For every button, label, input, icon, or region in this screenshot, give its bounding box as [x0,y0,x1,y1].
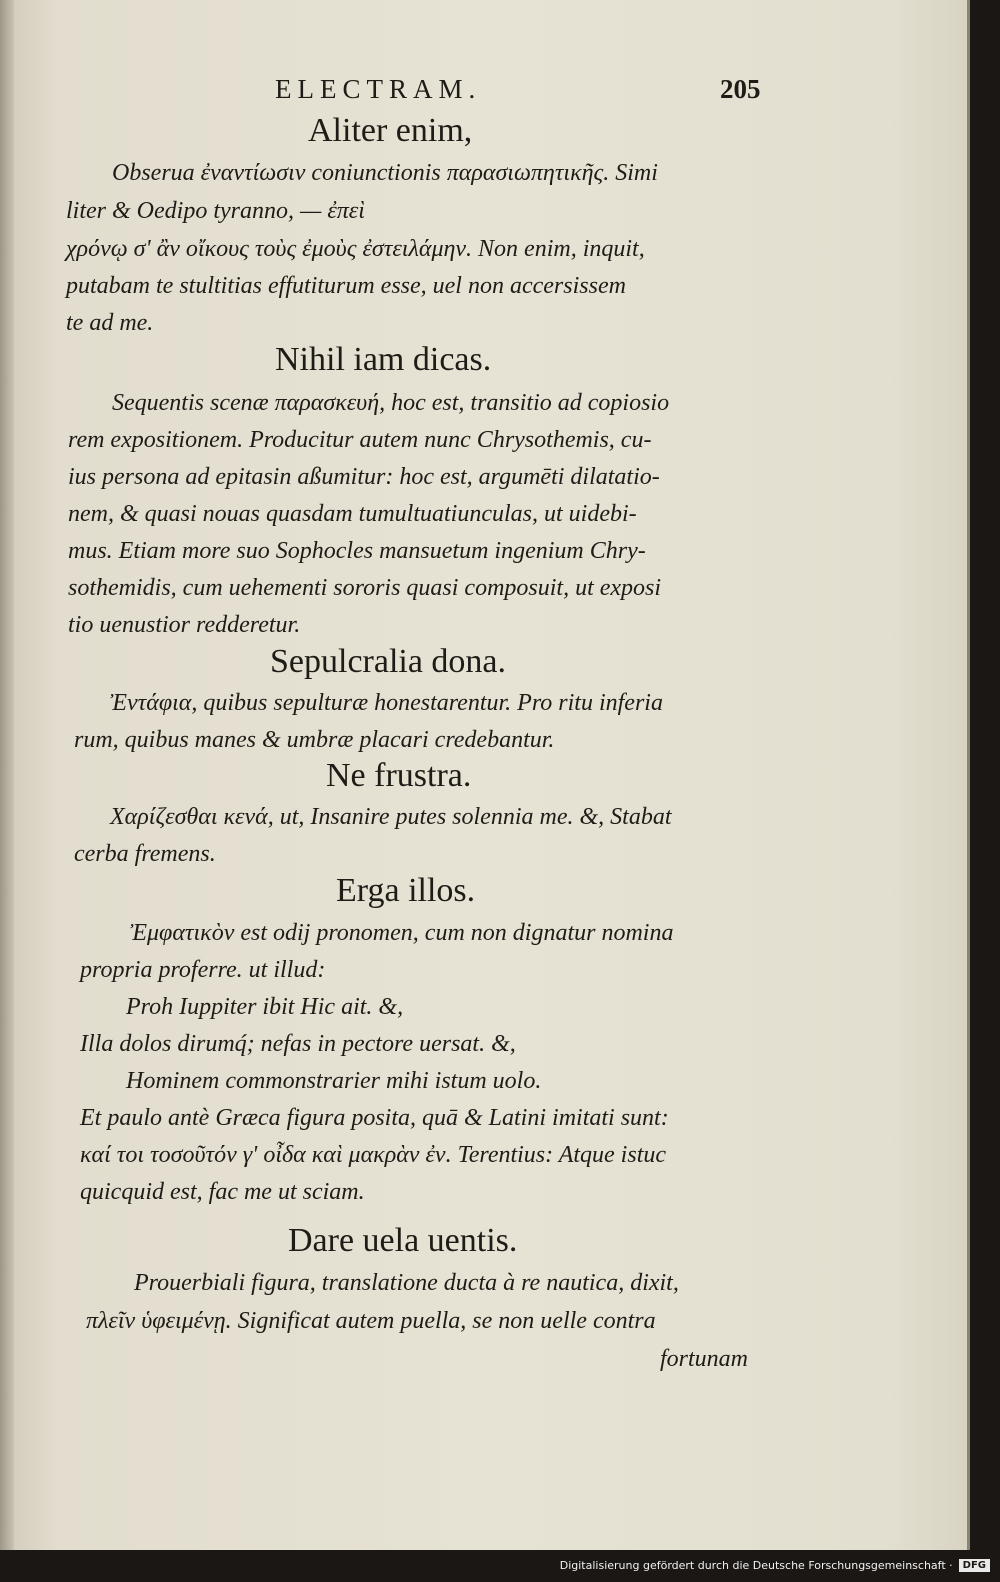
text-line: Obserua ἐναντίωσιν coniunctionis παρασιωπητικῆς. Simi [112,160,658,186]
footer-text: Digitalisierung gefördert durch die Deutsche Forschungsgemeinschaft · [559,1558,953,1572]
text-line: Χαρίζεσθαι κενά, ut, Insanire putes solennia me. &, Stabat [110,804,672,830]
digitization-footer [560,1554,990,1576]
text-line: nem, & quasi nouas quasdam tumultuatiunculas, ut uidebi- [68,501,637,527]
section-heading: Aliter enim, [308,112,473,149]
text-line: Prouerbiali figura, translatione ducta à re nautica, dixit, [134,1270,679,1296]
text-line: quicquid est, fac me ut sciam. [80,1179,365,1205]
text-line: cerba fremens. [74,841,216,867]
text-line: propria proferre. ut illud: [80,957,326,983]
running-head: ELECTRAM. [275,74,482,104]
catchword: fortunam [660,1346,749,1372]
section-heading: Dare uela uentis. [288,1222,518,1259]
text-line: sothemidis, cum uehementi sororis quasi composuit, ut exposi [68,575,662,601]
text-line: Et paulo antè Græca figura posita, quā & Latini imitati sunt: [80,1105,669,1131]
text-line: te ad me. [66,310,154,336]
text-line: rem expositionem. Producitur autem nunc Chrysothemis, cu- [68,427,652,453]
section-heading: Erga illos. [336,872,476,909]
text-line: Sequentis scenæ παρασκευή, hoc est, transitio ad copiosio [112,390,670,416]
page-gutter [0,0,14,1550]
text-line: tio uenustior redderetur. [68,612,301,638]
section-heading: Sepulcralia dona. [270,643,507,680]
text-line: Hominem commonstrarier mihi istum uolo. [126,1068,542,1094]
page-number: 205 [720,74,761,104]
text-line: Illa dolos dirumq́; nefas in pectore uersat. &, [80,1031,516,1057]
text-line: ius persona ad epitasin aßumitur: hoc est, argumēti dilatatio- [68,464,660,490]
text-line: Ἐντάφια, quibus sepulturæ honestarentur. Pro ritu inferia [110,690,663,716]
section-heading: Nihil iam dicas. [275,341,492,378]
text-line: liter & Oedipo tyranno, — ἐπεὶ [66,198,365,224]
text-line: rum, quibus manes & umbræ placari credebantur. [74,727,555,753]
dfg-logo: DFG [959,1559,990,1572]
text-line: χρόνῳ σ' ἂν οἴκους τοὺς ἐμοὺς ἐστειλάμην. Non enim, inquit, [66,236,645,262]
text-line: Proh Iuppiter ibit Hic ait. &, [126,994,404,1020]
text-line: καί τοι τοσοῦτόν γ' οἶδα καὶ μακρὰν ἐν. Terentius: Atque istuc [80,1142,667,1168]
section-heading: Ne frustra. [326,757,472,794]
text-line: Ἐμφατικὸν est odij pronomen, cum non dignatur nomina [130,920,674,946]
text-line: putabam te stultitias effutiturum esse, uel non accersissem [66,273,626,299]
text-line: πλεῖν ὑφειμένῃ. Significat autem puella, se non uelle contra [86,1308,656,1334]
text-line: mus. Etiam more suo Sophocles mansuetum ingenium Chry- [68,538,646,564]
